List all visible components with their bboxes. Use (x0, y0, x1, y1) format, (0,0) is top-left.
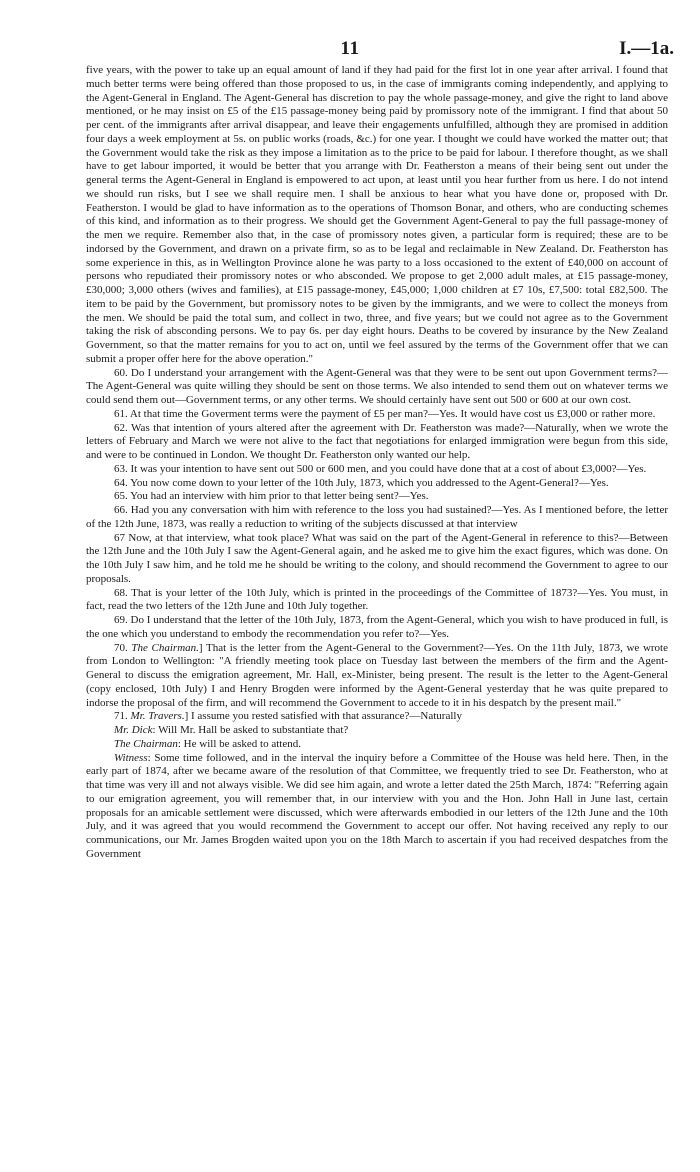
question-62: 62. Was that intention of yours altered after the agreement with Dr. Featherston was made?—Naturally, when we wrote the letters of February and March we were not alive to the fact that negotiations for enlarged immigration were begun from this side, and were to be continued in London. We thought Dr. Featherston only wanted our help. (86, 421, 668, 461)
interjection-chairman (86, 738, 668, 752)
paper-reference: I.—1a. (619, 38, 674, 59)
speaker-name: The Chairman. (131, 641, 199, 654)
question-63: 63. It was your intention to have sent out 500 or 600 men, and you could have done that at a cost of about £3,000?—Yes. (114, 462, 647, 475)
question-71 (86, 710, 668, 724)
question-65: 65. You had an interview with him prior to that letter being sent?—Yes. (114, 490, 429, 503)
question-66: 66. Had you any conversation with him with reference to the loss you had sustained?—Yes. As I mentioned before, the letter of the 12th June, 1873, was really a reduction to writing of the subjects discussed at that interview (86, 504, 668, 530)
witness-text: : Some time followed, and in the interval the inquiry before a Committee of the House was held here. Then, in the early part of 1874, after we became aware of the resolution of that Committee, we frequently tried to see Dr. Featherston, who at that time was very ill and not always visible. We did see him again, and wrote a letter dated the 25th March, 1874: "Referring again to our emigration agreement, you will remember that, in our interview with you and the Hon. John Hall in June last, certain proposals for an amicable settlement were discussed, which were afterwards embodied in our letters of the 12th June and the 10th July, and it was agreed that you would recommend the Government to accept our offer. Not having received any reply to our communications, our Mr. James Brogden waited upon you on the 18th March to ascertain if you had received despatches from the Government (86, 751, 668, 860)
continued-letter-paragraph: five years, with the power to take up an equal amount of land if they had paid for the first lot in one year after arrival. I found that much better terms were being offered than those proposed to us, in the case of immigrants coming independently, and applying to the Agent-General in England. The Agent-General has discretion to pay the whole passage-money, and give the right to land above mentioned, or he may insist on £5 of the £15 passage-money being paid by promissory note of the immigrant. I find that about 50 per cent. of the immigrants after arrival disappear, and leave their engagements unfulfilled, although they are promised in addition four days a week employment at 5s. on public works (roads, &c.) for one year. I thought we could have worked the matter out; that the Government would take the risk as they impose a limitation as to the price to be paid for labour. I therefore thought, as we shall have to get labour imported, it would be better that you arrange with Dr. Featherston a means of their being sent out under the general terms the Agent-General in England is empowered to act upon, at least until you hear further from us here. I do not intend we should run risks, but I see we shall require men. I shall be anxious to hear what you have done or, proposed with Dr. Featherston. I would be glad to have information as to the operations of Thomson Bonar, and others, who are conducting schemes of this kind, and information as to their progress. We should get the Government Agent-General to pay the full passage-money of the men we require. Remember also that, in the case of promissory notes given, a particular form is required; these are to be indorsed by the Government, and drawn on a private firm, so as to be legal and reclaimable in New Zealand. Dr. Featherston has some experience in this, as in Wellington Province alone he was party to a loss occasioned to the extent of £40,000 on account of persons who repudiated their promissory notes or who absconded. We propose to get 2,000 adult males, at £15 passage-money, £30,000; 3,000 others (wives and families), at £15 passage-money, £45,000; 1,000 children at £7 10s, £7,500: total £82,500. The item to be paid by the Government, but promissory notes to be given by the immigrants, and we were to collect the moneys from the men. We should be paid the total sum, and collect in two, three, and five years; but we could not agree as to the Government taking the risk of absconding persons. We to pay 6s. per day eight hours. Deaths to be covered by insurance by the New Zealand Government, so that the matter remains for you to act on, until we feel assured by the terms of the Government offer that we can submit a proper offer here for the above operation." (86, 64, 668, 365)
witness-statement (86, 752, 668, 862)
speaker-name: Mr. Travers. (130, 710, 185, 723)
question-number: 70. (114, 641, 128, 654)
question-70 (86, 642, 668, 711)
speaker-name: The Chairman (114, 737, 178, 750)
speaker-name: Mr. Dick (114, 724, 153, 736)
question-number: 71. (114, 710, 128, 723)
interjection-text: : He will be asked to attend. (177, 737, 301, 750)
question-64: 64. You now come down to your letter of the 10th July, 1873, which you addressed to the Agent-General?—Yes. (114, 476, 609, 489)
question-69: 69. Do I understand that the letter of the 10th July, 1873, from the Agent-General, which you wish to have produced in full, is the one which you understand to embody the recommendation you refer to?—Yes. (86, 614, 668, 640)
question-67: 67 Now, at that interview, what took place? What was said on the part of the Agent-General in reference to this?—Between the 12th June and the 10th July I saw the Agent-General again, and he asked me to give him the exact figures, which was done. On the 10th July I saw him, and he told me he should be writing to the colony, and should recommend the Government to agree to our proposals. (86, 531, 668, 585)
question-text: ] I assume you rested satisfied with that assurance?—Naturally (184, 710, 462, 723)
interjection-dick (86, 724, 668, 738)
speaker-name: Witness (114, 751, 148, 764)
evidence-body (86, 64, 668, 862)
question-61: 61. At that time the Goverment terms were the payment of £5 per man?—Yes. It would have cost us £3,000 or rather more. (114, 407, 656, 420)
question-60: 60. Do I understand your arrangement with the Agent-General was that they were to be sent out upon Government terms?—The Agent-General was quite willing they should be sent on those terms. We also intended to send them out on whatever terms we could send them out—Government terms, or any other terms. We should certainly have sent out 500 or 600 at our own cost. (86, 366, 668, 406)
page-header (0, 38, 700, 62)
question-text: ] That is the letter from the Agent-General to the Government?—Yes. On the 11th July, 1873, we wrote from London to Wellington: "A friendly meeting took place on Tuesday last between the members of the firm and the Agent-General to discuss the emigration agreement, Mr. Hall, ex-Minister, being present. The result is the letter to the Agent-General (copy enclosed, 10th July) I and Henry Brogden were informed by the Agent-General yesterday that he was quite prepared to indorse the proposal of the firm, and will recommend the Government to accede to it in his despatch by the present mail." (86, 641, 668, 709)
question-68: 68. That is your letter of the 10th July, which is printed in the proceedings of the Committee of 1873?—Yes. You must, in fact, read the two letters of the 12th June and 10th July together. (86, 586, 668, 613)
page-number: 11 (340, 38, 360, 59)
interjection-text: : Will Mr. Hall be asked to substantiate that? (152, 724, 349, 736)
